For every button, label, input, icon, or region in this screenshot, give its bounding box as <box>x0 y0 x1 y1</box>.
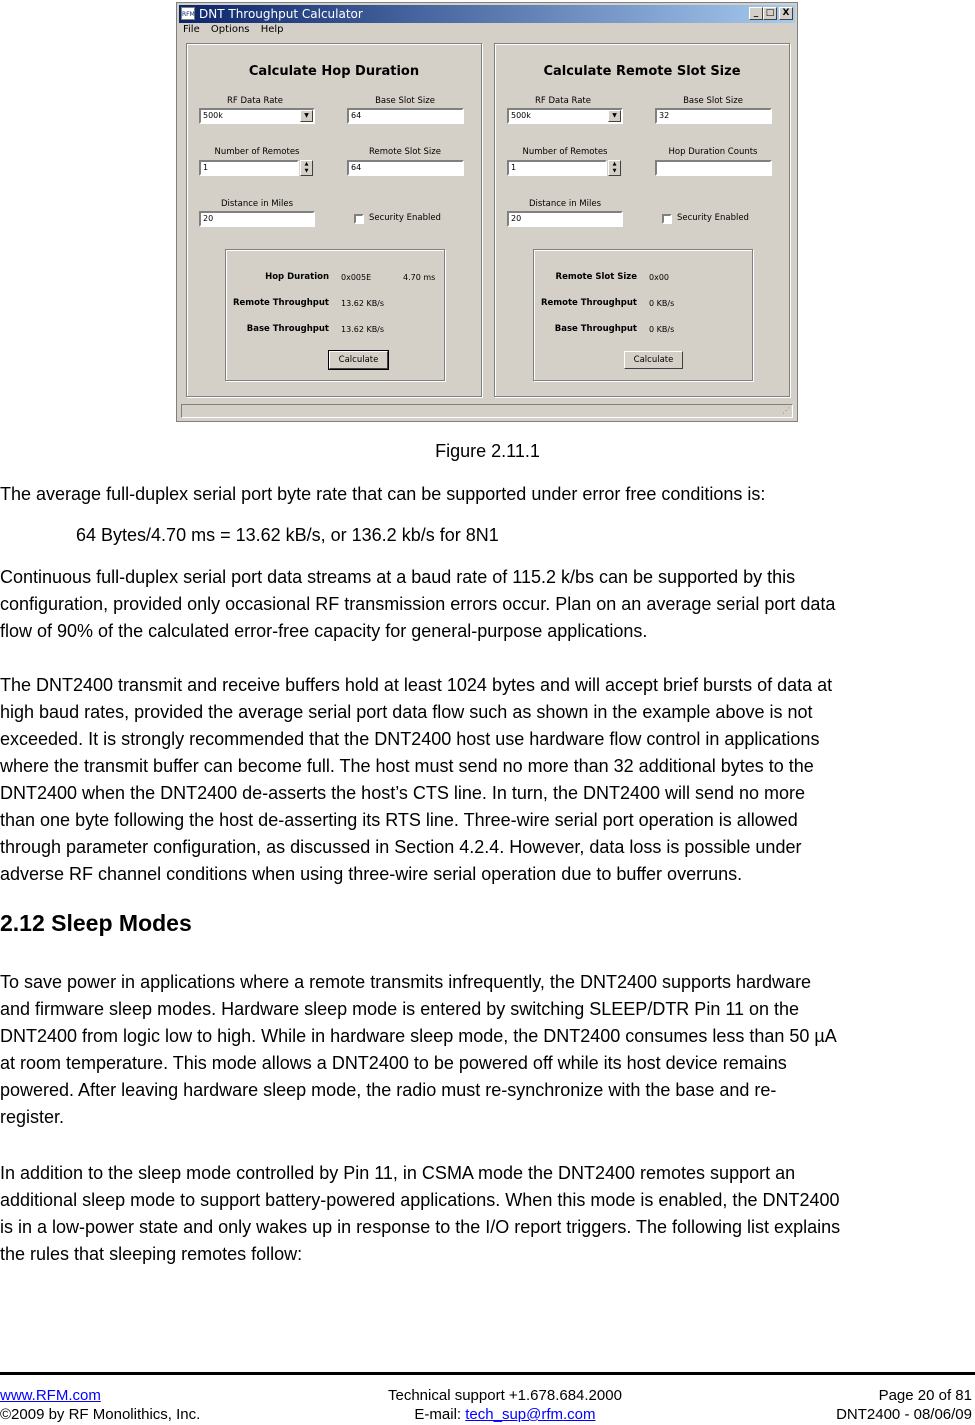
menu-help[interactable]: Help <box>260 24 284 35</box>
figure-caption: Figure 2.11.1 <box>435 441 540 461</box>
slot-calculate-button[interactable]: Calculate <box>624 351 683 369</box>
text-line: Continuous full-duplex serial port data streams at a baud rate of 115.2 k/bs can be supported by this <box>0 567 796 587</box>
copyright: ©2009 by RF Monolithics, Inc. <box>0 1406 201 1423</box>
text-line: configuration, provided only occasional RF transmission errors occur. Plan on an average serial port data <box>0 594 836 614</box>
title-bar <box>179 5 795 23</box>
window-title: DNT Throughput Calculator <box>199 7 363 21</box>
menu-bar <box>183 24 292 40</box>
remote-throughput-value: 13.62 KB/s <box>341 299 385 308</box>
slot-num-remotes-label: Number of Remotes <box>522 147 608 157</box>
text-line: The DNT2400 transmit and receive buffers hold at least 1024 bytes and will accept brief bursts of data at <box>0 675 833 695</box>
hop-duration-counts-label: Hop Duration Counts <box>668 147 758 157</box>
text-line: high baud rates, provided the average serial port data flow such as shown in the example above is not <box>0 702 813 722</box>
text-line: In addition to the sleep mode controlled by Pin 11, in CSMA mode the DNT2400 remotes support an <box>0 1163 796 1183</box>
footer-left <box>0 1386 200 1424</box>
menu-file[interactable]: File <box>183 24 200 35</box>
hop-duration-label: Hop Duration <box>265 272 329 282</box>
rf-data-rate-value: 500k <box>203 111 223 120</box>
base-throughput-label: Base Throughput <box>246 324 329 334</box>
hop-duration-counts-input[interactable] <box>655 160 772 176</box>
footer-right <box>836 1386 972 1424</box>
num-remotes-input[interactable]: 1 <box>199 160 299 176</box>
intro-paragraph: The average full-duplex serial port byte rate that can be supported under error free conditions is: <box>0 484 766 504</box>
slot-security-enabled-checkbox[interactable] <box>662 214 672 224</box>
remote-slot-panel <box>494 43 790 397</box>
document-id: DNT2400 - 08/06/09 <box>836 1406 972 1423</box>
close-button[interactable]: X <box>779 7 793 20</box>
website-link[interactable]: www.RFM.com <box>0 1387 101 1404</box>
text-line: powered. After leaving hardware sleep mode, the radio must re-synchronize with the base and re- <box>0 1080 777 1100</box>
app-logo-icon: RFM <box>181 7 195 20</box>
text-line: register. <box>0 1107 65 1127</box>
base-throughput-value: 13.62 KB/s <box>341 325 385 334</box>
footer-rule <box>0 1372 975 1375</box>
throughput-calculator-window <box>176 2 798 422</box>
slot-rf-data-rate-select[interactable] <box>507 108 623 124</box>
section-heading: 2.12 Sleep Modes <box>0 910 192 936</box>
num-remotes-label: Number of Remotes <box>214 147 300 157</box>
text-line: than one byte following the host de-asserting its RTS line. Three-wire serial port operation is allowed <box>0 810 798 830</box>
security-enabled-checkbox[interactable] <box>354 214 364 224</box>
status-bar <box>181 404 793 418</box>
slot-results-box <box>533 249 753 381</box>
resize-grip-icon[interactable]: ⋰ <box>782 406 790 415</box>
slot-base-slot-size-input[interactable]: 32 <box>655 108 772 124</box>
distance-label: Distance in Miles <box>220 199 294 209</box>
slot-panel-title: Calculate Remote Slot Size <box>543 64 741 79</box>
slot-distance-input[interactable]: 20 <box>507 211 623 227</box>
hop-duration-hex: 0x005E <box>341 273 372 282</box>
email-link[interactable]: tech_sup@rfm.com <box>465 1406 596 1423</box>
remote-throughput-label: Remote Throughput <box>232 298 329 308</box>
text-line: adverse RF channel conditions when using three-wire serial operation due to buffer overruns. <box>0 864 743 884</box>
minimize-button[interactable]: _ <box>749 7 763 20</box>
text-line: is in a low-power state and only wakes up in response to the I/O report triggers. The following list explains <box>0 1217 841 1237</box>
hop-duration-ms: 4.70 ms <box>403 273 436 282</box>
slot-base-throughput-value: 0 KB/s <box>649 325 675 334</box>
slot-rf-data-rate-value: 500k <box>511 111 531 120</box>
slot-distance-label: Distance in Miles <box>528 199 602 209</box>
base-slot-size-label: Base Slot Size <box>375 96 435 106</box>
text-line: flow of 90% of the calculated error-free capacity for general-purpose applications. <box>0 621 648 641</box>
formula-line: 64 Bytes/4.70 ms = 13.62 kB/s, or 136.2 kb/s for 8N1 <box>76 525 499 545</box>
hop-panel-title: Calculate Hop Duration <box>248 64 420 79</box>
slot-remote-throughput-label: Remote Throughput <box>540 298 637 308</box>
remote-slot-size-label: Remote Slot Size <box>369 147 441 157</box>
text-line: To save power in applications where a remote transmits infrequently, the DNT2400 supports hardware <box>0 972 812 992</box>
security-enabled-label: Security Enabled <box>369 213 441 223</box>
text-line: and firmware sleep modes. Hardware sleep mode is entered by switching SLEEP/DTR Pin 11 on the <box>0 999 800 1019</box>
slot-num-remotes-input[interactable]: 1 <box>507 160 607 176</box>
footer-center <box>388 1386 622 1424</box>
hop-duration-panel <box>186 43 482 397</box>
slot-security-enabled-label: Security Enabled <box>677 213 749 223</box>
hop-results-box <box>225 249 445 381</box>
slot-rf-data-rate-label: RF Data Rate <box>535 96 591 106</box>
support-phone: Technical support +1.678.684.2000 <box>388 1387 622 1404</box>
distance-input[interactable]: 20 <box>199 211 315 227</box>
email-label: E-mail: <box>414 1406 466 1423</box>
slot-base-throughput-label: Base Throughput <box>554 324 637 334</box>
slot-remote-throughput-value: 0 KB/s <box>649 299 675 308</box>
num-remotes-stepper[interactable]: ▲ ▼ <box>300 160 313 176</box>
text-line: at room temperature. This mode allows a DNT2400 to be powered off while its host device remains <box>0 1053 787 1073</box>
hop-calculate-button[interactable]: Calculate <box>329 351 388 369</box>
slot-num-remotes-stepper[interactable]: ▲ ▼ <box>608 160 621 176</box>
chevron-down-icon[interactable]: ▼ <box>608 110 621 122</box>
base-slot-size-input[interactable]: 64 <box>347 108 464 124</box>
slot-remote-slot-size-value: 0x00 <box>649 273 670 282</box>
chevron-down-icon[interactable]: ▼ <box>300 110 313 122</box>
page-number: Page 20 of 81 <box>878 1387 972 1404</box>
text-line: DNT2400 when the DNT2400 de-asserts the host’s CTS line. In turn, the DNT2400 will send no more <box>0 783 806 803</box>
text-line: where the transmit buffer can become full. The host must send no more than 32 additional bytes to the <box>0 756 814 776</box>
menu-options[interactable]: Options <box>210 24 250 35</box>
text-line: DNT2400 from logic low to high. While in hardware sleep mode, the DNT2400 consumes less than 50 µA <box>0 1026 837 1046</box>
text-line: the rules that sleeping remotes follow: <box>0 1244 303 1264</box>
rf-data-rate-select[interactable] <box>199 108 315 124</box>
maximize-button[interactable]: □ <box>763 7 777 20</box>
rf-data-rate-label: RF Data Rate <box>227 96 283 106</box>
slot-base-slot-size-label: Base Slot Size <box>683 96 743 106</box>
slot-remote-slot-size-label: Remote Slot Size <box>555 272 637 282</box>
text-line: exceeded. It is strongly recommended that the DNT2400 host use hardware flow control in applications <box>0 729 820 749</box>
text-line: additional sleep mode to support battery-powered applications. When this mode is enabled, the DNT2400 <box>0 1190 840 1210</box>
text-line: through parameter configuration, as discussed in Section 4.2.4. However, data loss is possible under <box>0 837 802 857</box>
remote-slot-size-input[interactable]: 64 <box>347 160 464 176</box>
